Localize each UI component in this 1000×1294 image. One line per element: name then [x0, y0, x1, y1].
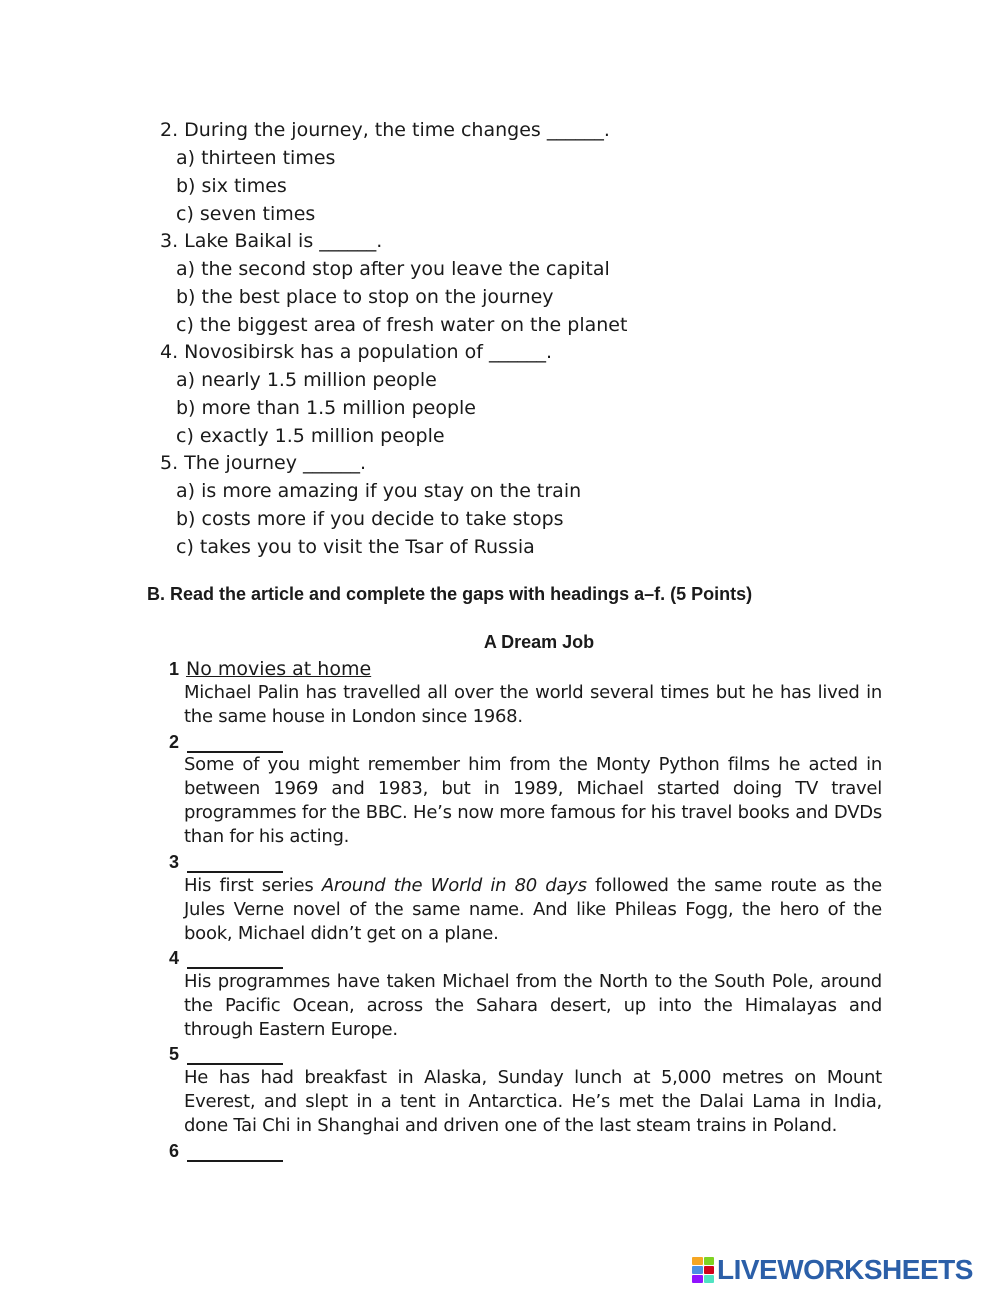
- liveworksheets-logo: [692, 1255, 973, 1285]
- question-5-option-a[interactable]: a) is more amazing if you stay on the train: [176, 480, 582, 502]
- item-1-heading: No movies at home: [186, 658, 372, 680]
- item-6-gap[interactable]: [187, 1140, 283, 1162]
- item-4-gap[interactable]: [187, 947, 283, 969]
- item-3-number: 3: [169, 852, 180, 872]
- item-5-paragraph: He has had breakfast in Alaska, Sunday lunch at 5,000 metres on Mount Everest, and slept in a tent in Antarctica. He’s met the Dalai Lama in India, done Tai Chi in Shanghai and driven one of the last steam trains in Poland.: [184, 1067, 882, 1136]
- question-2-option-a[interactable]: a) thirteen times: [176, 147, 336, 169]
- item-3-series-title: Around the World in 80 days: [321, 875, 587, 896]
- item-2-gap[interactable]: [187, 731, 283, 753]
- item-3-text-before: His first series: [184, 875, 322, 896]
- question-2-stem: 2. During the journey, the time changes ______.: [160, 119, 610, 141]
- question-3-stem: 3. Lake Baikal is ______.: [160, 230, 383, 252]
- item-5-gap[interactable]: [187, 1043, 283, 1065]
- question-3-option-a[interactable]: a) the second stop after you leave the capital: [176, 258, 610, 280]
- item-2-paragraph: Some of you might remember him from the Monty Python films he acted in between 1969 and 1983, but in 1989, Michael started doing TV travel programmes for the BBC. He’s now more famous for his travel books and DVDs than for his acting.: [184, 754, 882, 847]
- item-1-number: 1: [169, 659, 180, 679]
- item-4-paragraph: His programmes have taken Michael from the North to the South Pole, around the Pacific Ocean, across the Sahara desert, up into the Himalayas and through Eastern Europe.: [184, 971, 882, 1040]
- question-5-option-b[interactable]: b) costs more if you decide to take stops: [176, 508, 564, 530]
- item-1-paragraph: Michael Palin has travelled all over the world several times but he has lived in the same house in London since 1968.: [184, 682, 882, 727]
- question-3-option-b[interactable]: b) the best place to stop on the journey: [176, 286, 554, 308]
- section-b-instruction: B. Read the article and complete the gaps with headings a–f. (5 Points): [147, 584, 753, 604]
- question-4-option-a[interactable]: a) nearly 1.5 million people: [176, 369, 437, 391]
- question-4-option-b[interactable]: b) more than 1.5 million people: [176, 397, 476, 419]
- item-3-paragraph: [184, 874, 882, 946]
- item-6-number: 6: [169, 1141, 180, 1161]
- item-3-gap[interactable]: [187, 851, 283, 873]
- logo-text: LIVEWORKSHEETS: [717, 1254, 973, 1285]
- question-2-option-c[interactable]: c) seven times: [176, 203, 316, 225]
- logo-blocks-icon: [692, 1257, 714, 1283]
- item-3-text-after: followed the same route as the Jules Verne novel of the same name. And like Phileas Fogg, the hero of the book, Michael didn’t get on a plane.: [184, 875, 882, 944]
- question-3-option-c[interactable]: c) the biggest area of fresh water on the planet: [176, 314, 628, 336]
- question-2-option-b[interactable]: b) six times: [176, 175, 287, 197]
- question-4-option-c[interactable]: c) exactly 1.5 million people: [176, 425, 445, 447]
- item-2-number: 2: [169, 732, 180, 752]
- article-title: A Dream Job: [483, 632, 595, 652]
- question-5-option-c[interactable]: c) takes you to visit the Tsar of Russia: [176, 536, 535, 558]
- item-5-number: 5: [169, 1044, 180, 1064]
- question-5-stem: 5. The journey ______.: [160, 452, 367, 474]
- item-4-number: 4: [169, 948, 180, 968]
- question-4-stem: 4. Novosibirsk has a population of ______.: [160, 341, 552, 363]
